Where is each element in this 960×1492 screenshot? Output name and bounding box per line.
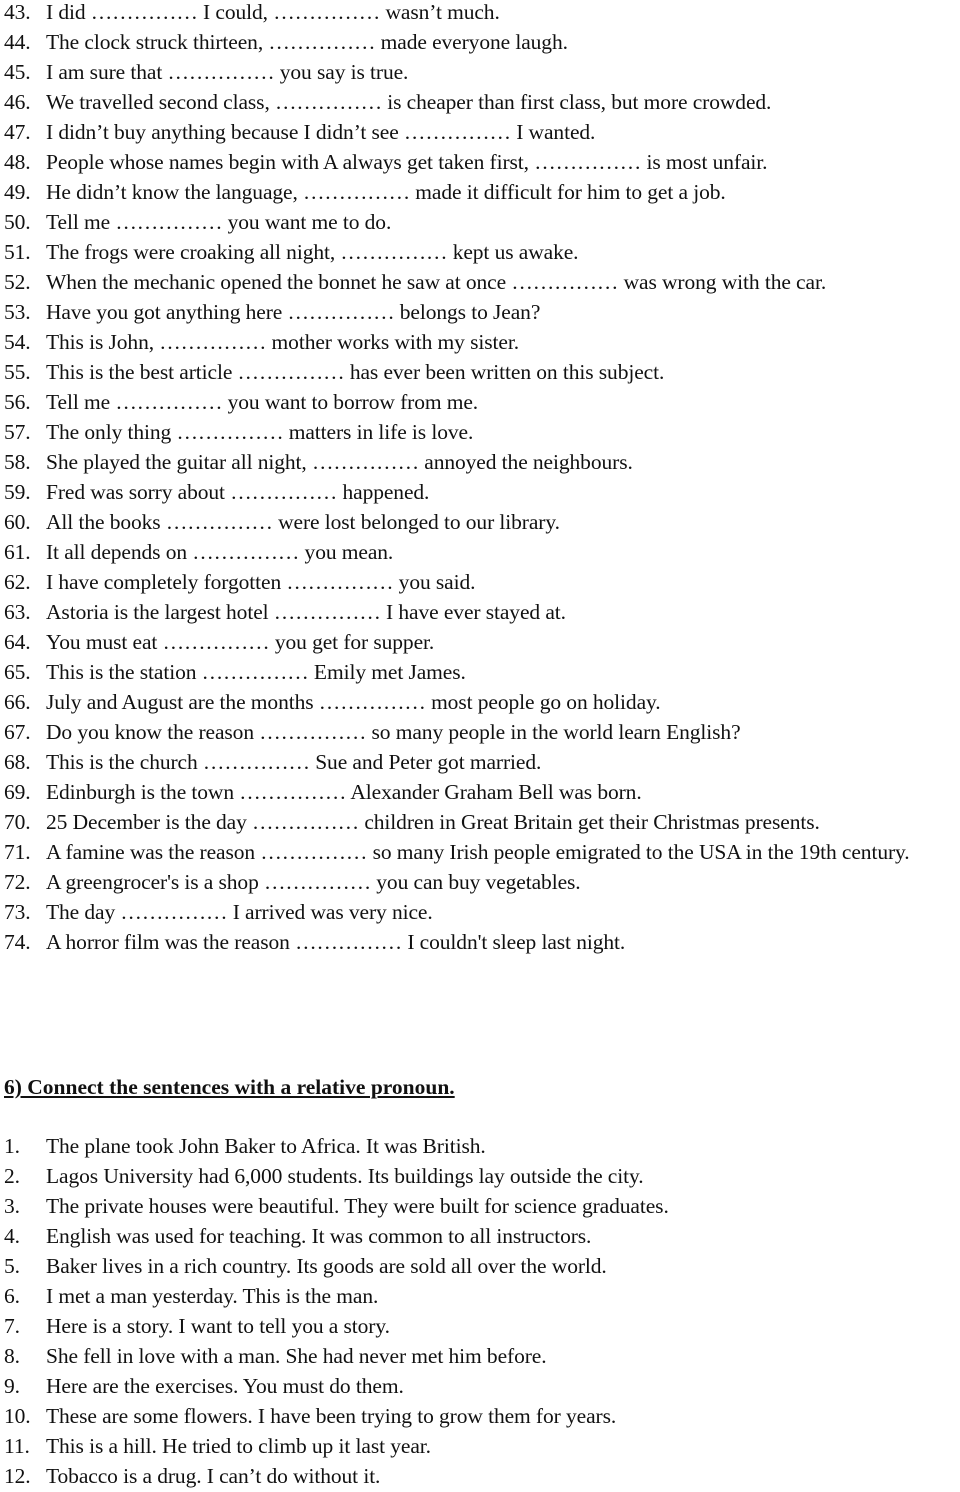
connect-item — [0, 1401, 958, 1431]
item-text: All the books …………… were lost belonged to our library. — [46, 510, 560, 534]
fill-in-item — [0, 777, 958, 807]
item-text: Do you know the reason …………… so many people in the world learn English? — [46, 720, 741, 744]
connect-item — [0, 1281, 958, 1311]
item-text: I did …………… I could, …………… wasn’t much. — [46, 0, 500, 24]
item-text: She played the guitar all night, …………… annoyed the neighbours. — [46, 450, 633, 474]
fill-in-item — [0, 357, 958, 387]
fill-in-item — [0, 117, 958, 147]
fill-in-item — [0, 57, 958, 87]
connect-item — [0, 1461, 958, 1491]
item-number: 12. — [4, 1464, 31, 1488]
connect-item — [0, 1341, 958, 1371]
item-text: Edinburgh is the town …………… Alexander Graham Bell was born. — [46, 780, 642, 804]
item-text: Tobacco is a drug. I can’t do without it. — [46, 1464, 381, 1488]
item-text: Fred was sorry about …………… happened. — [46, 480, 430, 504]
fill-in-item — [0, 327, 958, 357]
fill-in-item — [0, 417, 958, 447]
item-text: It all depends on …………… you mean. — [46, 540, 394, 564]
connect-sentences-list — [0, 1131, 958, 1491]
item-number: 66. — [4, 690, 31, 714]
fill-in-item — [0, 537, 958, 567]
item-number: 5. — [4, 1254, 20, 1278]
fill-in-item — [0, 27, 958, 57]
item-number: 72. — [4, 870, 31, 894]
item-text: I am sure that …………… you say is true. — [46, 60, 409, 84]
item-text: People whose names begin with A always get taken first, …………… is most unfair. — [46, 150, 768, 174]
item-number: 58. — [4, 450, 31, 474]
fill-in-item — [0, 717, 958, 747]
item-number: 2. — [4, 1164, 20, 1188]
item-text: We travelled second class, …………… is cheaper than first class, but more crowded. — [46, 90, 772, 114]
fill-in-item — [0, 687, 958, 717]
connect-item — [0, 1311, 958, 1341]
item-text: Astoria is the largest hotel …………… I have ever stayed at. — [46, 600, 566, 624]
item-text: The only thing …………… matters in life is love. — [46, 420, 474, 444]
fill-in-item — [0, 207, 958, 237]
item-text: 25 December is the day …………… children in Great Britain get their Christmas presents. — [46, 810, 820, 834]
item-text: This is the best article …………… has ever been written on this subject. — [46, 360, 665, 384]
item-text: Tell me …………… you want me to do. — [46, 210, 392, 234]
connect-item — [0, 1191, 958, 1221]
item-text: The clock struck thirteen, …………… made everyone laugh. — [46, 30, 568, 54]
item-text: Lagos University had 6,000 students. Its buildings lay outside the city. — [46, 1164, 644, 1188]
item-number: 67. — [4, 720, 31, 744]
fill-in-item — [0, 927, 958, 957]
item-number: 71. — [4, 840, 31, 864]
item-text: This is the church …………… Sue and Peter got married. — [46, 750, 542, 774]
fill-in-item — [0, 747, 958, 777]
item-text: English was used for teaching. It was common to all instructors. — [46, 1224, 592, 1248]
item-number: 49. — [4, 180, 31, 204]
item-number: 56. — [4, 390, 31, 414]
item-number: 48. — [4, 150, 31, 174]
item-number: 50. — [4, 210, 31, 234]
item-text: This is John, …………… mother works with my sister. — [46, 330, 519, 354]
fill-in-item — [0, 387, 958, 417]
fill-in-item — [0, 627, 958, 657]
item-number: 44. — [4, 30, 31, 54]
item-text: A famine was the reason …………… so many Irish people emigrated to the USA in the 19th century. — [46, 840, 910, 864]
item-number: 53. — [4, 300, 31, 324]
connect-item — [0, 1371, 958, 1401]
fill-in-item — [0, 0, 958, 27]
item-number: 3. — [4, 1194, 20, 1218]
item-text: I have completely forgotten …………… you said. — [46, 570, 476, 594]
item-number: 61. — [4, 540, 31, 564]
item-number: 47. — [4, 120, 31, 144]
fill-in-item — [0, 87, 958, 117]
item-text: These are some flowers. I have been trying to grow them for years. — [46, 1404, 617, 1428]
fill-in-item — [0, 657, 958, 687]
item-number: 8. — [4, 1344, 20, 1368]
item-number: 63. — [4, 600, 31, 624]
item-text: Here are the exercises. You must do them. — [46, 1374, 404, 1398]
item-text: I met a man yesterday. This is the man. — [46, 1284, 379, 1308]
fill-in-item — [0, 177, 958, 207]
item-number: 64. — [4, 630, 31, 654]
fill-in-item — [0, 147, 958, 177]
item-number: 57. — [4, 420, 31, 444]
item-text: The frogs were croaking all night, …………… kept us awake. — [46, 240, 579, 264]
fill-in-item — [0, 837, 958, 867]
item-text: Here is a story. I want to tell you a story. — [46, 1314, 390, 1338]
item-number: 11. — [4, 1434, 30, 1458]
item-number: 46. — [4, 90, 31, 114]
connect-item — [0, 1221, 958, 1251]
connect-item — [0, 1161, 958, 1191]
item-number: 45. — [4, 60, 31, 84]
item-text: A horror film was the reason …………… I couldn't sleep last night. — [46, 930, 626, 954]
fill-in-item — [0, 267, 958, 297]
item-number: 43. — [4, 0, 31, 24]
item-number: 7. — [4, 1314, 20, 1338]
item-text: He didn’t know the language, …………… made it difficult for him to get a job. — [46, 180, 726, 204]
item-number: 10. — [4, 1404, 31, 1428]
item-text: This is a hill. He tried to climb up it last year. — [46, 1434, 431, 1458]
item-text: I didn’t buy anything because I didn’t see …………… I wanted. — [46, 120, 596, 144]
fill-in-item — [0, 447, 958, 477]
fill-in-item — [0, 237, 958, 267]
fill-in-item — [0, 477, 958, 507]
connect-item — [0, 1251, 958, 1281]
item-number: 65. — [4, 660, 31, 684]
item-number: 4. — [4, 1224, 20, 1248]
item-number: 52. — [4, 270, 31, 294]
item-number: 59. — [4, 480, 31, 504]
item-text: July and August are the months …………… most people go on holiday. — [46, 690, 661, 714]
fill-in-item — [0, 807, 958, 837]
item-text: A greengrocer's is a shop …………… you can buy vegetables. — [46, 870, 581, 894]
item-number: 54. — [4, 330, 31, 354]
item-text: Baker lives in a rich country. Its goods are sold all over the world. — [46, 1254, 607, 1278]
fill-in-item — [0, 507, 958, 537]
fill-in-item — [0, 867, 958, 897]
item-number: 51. — [4, 240, 31, 264]
item-number: 69. — [4, 780, 31, 804]
item-text: The plane took John Baker to Africa. It was British. — [46, 1134, 486, 1158]
item-number: 62. — [4, 570, 31, 594]
item-number: 70. — [4, 810, 31, 834]
item-text: You must eat …………… you get for supper. — [46, 630, 435, 654]
item-text: This is the station …………… Emily met James. — [46, 660, 466, 684]
item-number: 9. — [4, 1374, 20, 1398]
item-number: 68. — [4, 750, 31, 774]
fill-in-item — [0, 567, 958, 597]
item-text: Have you got anything here …………… belongs to Jean? — [46, 300, 541, 324]
connect-item — [0, 1431, 958, 1461]
item-text: Tell me …………… you want to borrow from me. — [46, 390, 479, 414]
connect-item — [0, 1131, 958, 1161]
fill-in-item — [0, 897, 958, 927]
item-number: 6. — [4, 1284, 20, 1308]
fill-in-item — [0, 297, 958, 327]
item-text: The private houses were beautiful. They were built for science graduates. — [46, 1194, 669, 1218]
item-number: 55. — [4, 360, 31, 384]
fill-in-item — [0, 597, 958, 627]
item-text: The day …………… I arrived was very nice. — [46, 900, 433, 924]
section-heading: 6) Connect the sentences with a relative pronoun. — [4, 1075, 455, 1099]
item-number: 74. — [4, 930, 31, 954]
item-number: 73. — [4, 900, 31, 924]
item-text: She fell in love with a man. She had never met him before. — [46, 1344, 547, 1368]
item-text: When the mechanic opened the bonnet he saw at once …………… was wrong with the car. — [46, 270, 827, 294]
item-number: 60. — [4, 510, 31, 534]
item-number: 1. — [4, 1134, 20, 1158]
